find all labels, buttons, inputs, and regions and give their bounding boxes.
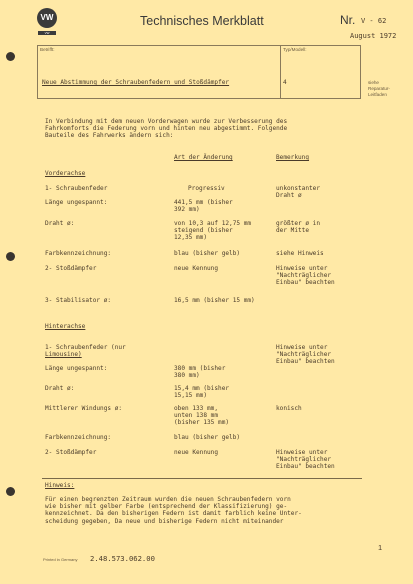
rear-item (45, 385, 74, 392)
front-remark (276, 250, 324, 257)
punch-hole-middle (6, 252, 15, 261)
side-note-line: siehe (368, 80, 379, 85)
rear-remark-line: "Nachträglicher (276, 456, 332, 464)
front-change-line: von 10,3 auf 12,75 mm (174, 220, 252, 227)
rear-item-line: Mittlerer Windungs ø: (45, 405, 123, 412)
rear-remark-line: Hinweise unter (276, 344, 328, 351)
front-remark (276, 185, 320, 199)
intro-line: In Verbindung mit dem neuen Vorderwagen wurde zur Verbesserung des (45, 118, 288, 125)
front-remark (276, 265, 335, 287)
column-header-change: Art der Änderung (174, 154, 233, 161)
front-remark-line: unkonstanter (276, 185, 321, 192)
front-change (174, 220, 251, 242)
note-line: Für einen begrenzten Zeitraum wurden die neuen Schraubenfedern vorn (45, 496, 291, 503)
rear-item (45, 365, 107, 372)
vw-logo: VW (37, 8, 57, 28)
rear-remark (276, 449, 335, 471)
rear-change-line: unten 138 mm (174, 412, 219, 420)
punch-hole-bottom (6, 487, 15, 496)
front-change (174, 265, 218, 272)
rear-change-line: 15,4 mm (bisher (174, 385, 230, 392)
front-remark-line: Draht ø (276, 192, 302, 200)
rear-change-line: oben 133 mm, (174, 405, 219, 412)
side-note-line: Reparatur- (368, 86, 390, 91)
note-line: wie bisher mit gelber Farbe (entsprechend der Klassifizierung) ge- (45, 503, 288, 511)
front-axle-heading: Vorderachse (45, 170, 86, 177)
front-remark-line: größter ø in (276, 220, 321, 227)
subject-box-divider (280, 45, 281, 98)
rear-item-line: Farbkennzeichnung: (45, 434, 112, 441)
rear-item (45, 449, 96, 456)
side-note (368, 80, 408, 98)
rear-remark (276, 405, 302, 412)
rear-change-line: 380 mm) (174, 372, 200, 380)
rear-item (45, 434, 111, 441)
side-note-line: Leitfaden (368, 92, 387, 97)
front-change (174, 250, 240, 257)
front-change-line: neue Kennung (174, 265, 219, 272)
rear-remark-line: Einbau" beachten (276, 463, 335, 471)
rear-item (45, 405, 122, 412)
rear-item-line: Länge ungespannt: (45, 365, 108, 372)
front-change-line: 12,35 mm) (174, 234, 208, 242)
front-remark-line: der Mitte (276, 227, 310, 235)
front-remark-line: Einbau" beachten (276, 279, 335, 287)
rear-item (45, 344, 126, 358)
rear-change (174, 434, 240, 441)
front-remark-line: siehe Hinweis (276, 250, 324, 257)
vw-logo-subtext: VW (38, 31, 56, 35)
rear-change-line: blau (bisher gelb) (174, 434, 241, 441)
subject-text: Neue Abstimmung der Schraubenfedern und Stoßdämpfer (42, 79, 230, 86)
rear-change-line: (bisher 135 mm) (174, 419, 230, 427)
rear-change-line: 15,15 mm) (174, 392, 208, 400)
rear-change (174, 385, 229, 399)
rear-item-line: 1- Schraubenfeder (nur (45, 344, 126, 351)
front-change-line: 16,5 mm (bisher 15 mm) (174, 297, 255, 304)
printed-label: Printed in Germany (43, 557, 78, 562)
front-change-line: 441,5 mm (bisher (174, 199, 233, 206)
front-change (174, 199, 233, 213)
document-title: Technisches Merkblatt (140, 14, 264, 28)
rear-axle-heading: Hinterachse (45, 323, 86, 330)
front-item: 2- Stoßdämpfer (45, 265, 97, 272)
rear-remark (276, 344, 335, 366)
rear-remark-line: Hinweise unter (276, 449, 328, 456)
rear-change (174, 365, 225, 379)
note-heading: Hinweis: (45, 482, 75, 489)
rear-item-line: Draht ø: (45, 385, 75, 392)
rear-change-line: neue Kennung (174, 449, 219, 456)
rear-item-line: 2- Stoßdämpfer (45, 449, 97, 456)
front-remark (276, 220, 320, 234)
rear-change-line: 380 mm (bisher (174, 365, 226, 372)
front-item: Farbkennzeichnung: (45, 250, 112, 257)
intro-paragraph (45, 118, 287, 140)
rear-remark-line: "Nachträglicher (276, 351, 332, 359)
front-item: 3- Stabilisator ø: (45, 297, 112, 304)
front-change-line: 392 mm) (174, 206, 200, 214)
rear-remark-line: Einbau" beachten (276, 358, 335, 366)
rear-remark-line: konisch (276, 405, 302, 412)
front-remark-line: Hinweise unter (276, 265, 328, 272)
front-change (188, 185, 225, 192)
intro-line: Fahrkomforts die Federung vorn und hinten neu abgestimmt. Folgende (45, 125, 288, 133)
typ-label: Typ/Modell: (283, 47, 307, 52)
rear-change (174, 405, 229, 427)
page-number: 1 (378, 543, 383, 552)
typ-value: 4 (283, 79, 287, 86)
note-line: kennzeichnet. Da den bisherigen Federn ist damit farblich keine Unter- (45, 510, 302, 518)
front-change-line: Progressiv (188, 185, 225, 192)
document-number: V - 62 (361, 17, 387, 25)
subject-box (37, 45, 361, 99)
intro-line: Bauteile des Fahrwerks ändern sich: (45, 132, 174, 140)
rear-change (174, 449, 218, 456)
number-label: Nr. (340, 13, 356, 27)
front-item: 1- Schraubenfeder (45, 185, 108, 192)
front-change (174, 297, 255, 304)
document-code: 2.48.573.062.00 (90, 554, 155, 563)
front-change-line: blau (bisher gelb) (174, 250, 241, 257)
column-header-remark: Bemerkung (276, 154, 310, 161)
document-date: August 1972 (350, 32, 397, 40)
front-item: Länge ungespannt: (45, 199, 108, 206)
front-remark-line: "Nachträglicher (276, 272, 332, 280)
betrifft-label: Betrifft: (40, 47, 55, 52)
rear-item-line: Limousine) (45, 351, 82, 359)
note-divider (42, 478, 362, 479)
front-change-line: steigend (bisher (174, 227, 233, 235)
note-line: scheidung gegeben, Da neue und bisherige Federn nicht miteinander (45, 517, 284, 525)
punch-hole-top (6, 52, 15, 61)
note-paragraph (45, 496, 302, 525)
front-item: Draht ø: (45, 220, 75, 227)
